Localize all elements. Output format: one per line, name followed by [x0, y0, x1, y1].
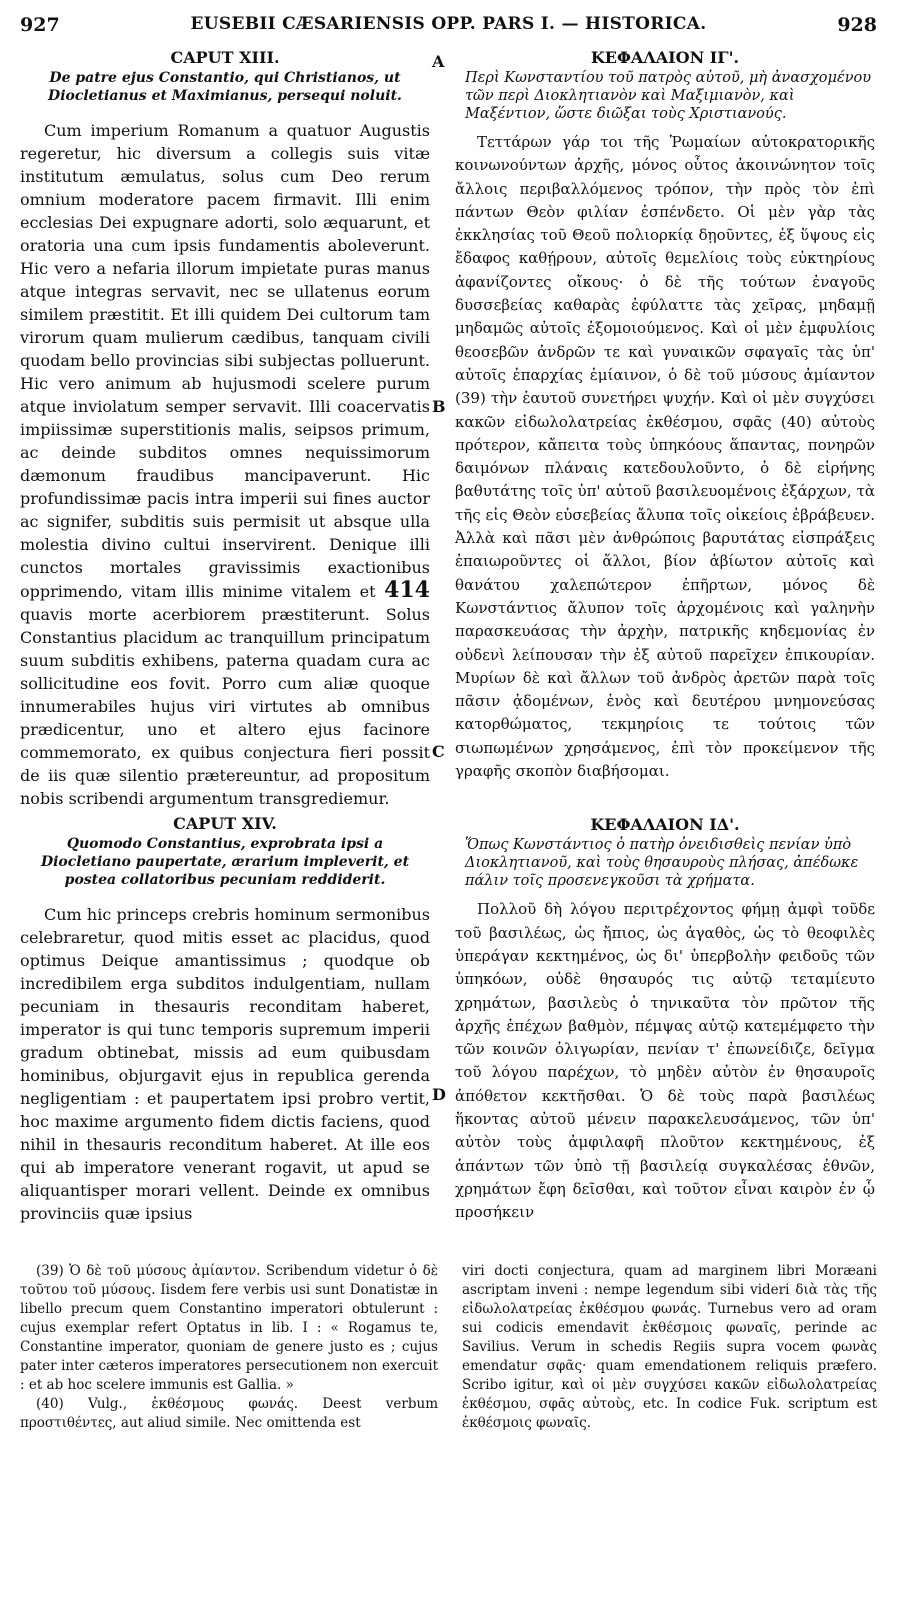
- chapter-body: [20, 119, 430, 810]
- chapter-heading: ΚΕΦΑΛΑΙΟΝ ΙΔ'.: [590, 815, 740, 835]
- page-number-right: 928: [837, 14, 877, 36]
- running-header: [20, 14, 877, 44]
- running-title: EUSEBII CÆSARIENSIS OPP. PARS I. — HISTORICA.: [190, 14, 707, 34]
- footnote: viri docti conjectura, quam ad marginem libri Moræani ascriptam inveni : nempe legendum sibi videri διὰ τὰς τῆς εἰδωλολατρείας ἐκθέσμου φωνάς. Turnebus vero ad oram sui codicis emendavit ἐκθέσμοις φωναῖς, perinde ac Savilius. Verum in schedis Regiis supra vocem φωνὰς emendatur σφᾶς· quam emendationem reliquis præfero. Scribo igitur, καὶ οἱ μὲν συγχύσει κακῶν εἰδωλολατρείας ἐκθέσμου, σφᾶς αὐτοὺς, etc. In codice Fuk. scriptum est ἐκθέσμοις φωναῖς.: [462, 1263, 877, 1431]
- latin-column: [20, 48, 430, 1225]
- chapter-summary: De patre ejus Constantio, qui Christianos, ut Diocletianus et Maximianus, persequi noluit.: [48, 70, 402, 104]
- footnote: (39) Ὁ δὲ τοῦ μύσους ἀμίαντον. Scribendum videtur ὁ δὲ τοῦτου τοῦ μύσους. Iisdem fere verbis usi sunt Donatistæ in libello precum quem Constantino imperatori obtulerunt : cujus exemplar refert Optatus in lib. I : « Rogamus te, Constantine imperator, quoniam de genere justo es ; cujus pater inter cæteros imperatores persecutionem non exercuit : et ab hoc scelere immunis est Gallia. »: [20, 1263, 438, 1393]
- chapter-heading: CAPUT XIII.: [170, 48, 280, 67]
- margin-mark-c: C: [432, 742, 445, 761]
- column-number: 414: [384, 577, 430, 603]
- chapter-body: Cum hic princeps crebris hominum sermonibus celebraretur, quod mitis esset ac placidus, quod optimus Deique amantissimus ; quodque ob incredibilem erga subditos indulgentiam, nullam pecuniam in thesauris reconditam haberet, imperator is qui tunc temporis supremum imperii gradum obtinebat, missis ad eum quibusdam hominibus, objurgavit ejus in republica gerenda negligentiam : et paupertatem ipsi probro vertit, hoc maxime argumento fidem dictis faciens, quod nihil in thesauris reconditum haberet. At ille eos qui ab imperatore venerant rogavit, ut apud se aliquantisper morari vellent. Deinde ex omnibus provinciis quæ ipsius: [20, 905, 430, 1223]
- margin-mark-a: A: [432, 52, 445, 71]
- greek-column: [455, 48, 875, 1224]
- footnotes-right: [462, 1262, 877, 1433]
- chapter-body: Πολλοῦ δὴ λόγου περιτρέχοντος φήμῃ ἀμφὶ τοῦδε τοῦ βασιλέως, ὡς ἤπιος, ὡς ἀγαθὸς, ὡς τὸ θεοφιλὲς ὑπεράγαν κεκτημένος, ὡς δι' ὑπερβολὴν φειδοῦς τῶν ὑπηκόων, οὐδὲ θησαυρός τις αὐτῷ τεταμίευτο χρημάτων, βασιλεὺς ὁ τηνικαῦτα τὸν πρῶτον τῆς ἀρχῆς ἐπέχων βαθμὸν, πέμψας αὐτῷ κατεμέμφετο τὴν τῶν κοινῶν ὀλιγωρίαν, πενίαν τ' ἐπωνείδιζε, δεῖγμα τοῦ λόγου παρέχων, τὸ μηδὲν αὐτὸν ἐν θησαυροῖς ἀπόθετον κεκτῆσθαι. Ὁ δὲ τοὺς παρὰ βασιλέως ἥκοντας αὐτοῦ μένειν παρακελευσάμενος, τῶν ὑπ' αὐτὸν τοὺς ἀμφιλαφῆ πλοῦτον κεκτημένους, ἐξ ἁπάντων τῶν ὑπὸ τῇ βασιλείᾳ συγκαλέσας ἐθνῶν, χρημάτων ἔφη δεῖσθαι, καὶ τοῦτον εἶναι καιρὸν ἐν ᾧ προσήκειν: [455, 900, 875, 1222]
- chapter-heading: CAPUT XIV.: [173, 814, 277, 833]
- chapter-summary: Ὅπως Κωνστάντιος ὁ πατὴρ ὀνειδισθεὶς πενίαν ὑπὸ Διοκλητιανοῦ, καὶ τοὺς θησαυροὺς πλήσας, ἀπέδωκε πάλιν τοῖς προσενεγκοῦσι τὰ χρήματα.: [465, 837, 859, 890]
- body-text: quavis morte acerbiorem præstiterunt. Solus Constantius placidum ac tranquillum principatum suum subditis exhibens, paterna quadam cura ac sollicitudine eos fovit. Porro cum aliæ quoque innumerabiles hujus viri virtutes ab omnibus prædicentur, uno et altero ejus facinore commemorato, ex quibus conjectura fieri possit de iis quæ silentio prætereuntur, ad propositum nobis scribendi argumentum transgrediemur.: [20, 605, 430, 808]
- chapter-summary: Quomodo Constantius, exprobrata ipsi a Diocletiano paupertate, ærarium impleverit, et postea collatoribus pecuniam reddiderit.: [40, 836, 410, 888]
- chapter-heading: ΚΕΦΑΛΑΙΟΝ ΙΓ'.: [590, 48, 740, 67]
- margin-mark-d: D: [432, 1085, 446, 1104]
- page-number-left: 927: [20, 14, 60, 36]
- chapter-body: Τεττάρων γάρ τοι τῆς Ῥωμαίων αὐτοκρατορικῆς κοινωνούντων ἀρχῆς, μόνος οὗτος ἀκοινώνητον τοῖς ἄλλοις περιβαλλόμενος τρόπον, τὴν πρὸς τὸν ἐπὶ πάντων Θεὸν φιλίαν ἐσπένδετο. Οἱ μὲν γὰρ τὰς ἐκκλησίας τοῦ Θεοῦ πολιορκίᾳ δῃοῦντες, ἐξ ὕψους εἰς ἔδαφος καθῄρουν, αὐτοῖς θεμελίοις τοὺς εὐκτηρίους ἀφανίζοντες οἴκους· ὁ δὲ τῆς τούτων ἐναγοῦς δυσσεβείας καθαρὰς ἐφύλαττε τὰς χεῖρας, μηδαμῇ μηδαμῶς αὐτοῖς ἐξομοιούμενος. Καὶ οἱ μὲν ἐμφυλίοις θεοσεβῶν ἀνδρῶν τε καὶ γυναικῶν σφαγαῖς τὰς ὑπ' αὐτοῖς ἐπαρχίας ἐμίαινον, ὁ δὲ τοῦ μύσους ἀμίαντον (39) τὴν ἑαυτοῦ συνετήρει ψυχήν. Καὶ οἱ μὲν συγχύσει κακῶν εἰδωλολατρείας ἐκθέσμου, σφᾶς (40) αὐτοὺς πρότερον, κἄπειτα τοὺς ὑπηκόους ἅπαντας, πονηρῶν δαιμόνων πλάναις κατεδουλοῦντο, ὁ δὲ εἰρήνης βαθυτάτης τοῖς ὑπ' αὐτοῦ βασιλευομένοις ἐξάρχων, τὰ τῆς εἰς Θεὸν εὐσεβείας ἄλυπα τοῖς οἰκείοις ἐβράβευεν. Ἀλλὰ καὶ πᾶσι μὲν ἀνθρώποις βαρυτάτας εἰσπράξεις ἐπαιωροῦντες οἱ ἄλλοι, βίον ἀβίωτον αὐτοῖς καὶ θανάτου χαλεπώτερον ἐπῆρτων, μόνος δὲ Κωνστάντιος ἄλυπον τοῖς ἀρχομένοις καὶ γαληνὴν παρασκευάσας τὴν ἀρχὴν, πατρικῆς κηδεμονίας ἐν οὐδενὶ λείπουσαν τὴν ἐξ αὐτοῦ παρεῖχεν ἐπικουρίαν. Μυρίων δὲ καὶ ἄλλων τοῦ ἀνδρὸς ἀρετῶν παρὰ τοῖς πᾶσιν ᾀδομένων, ἑνὸς καὶ δευτέρου μνημονεύσας κατορθώματος, τεκμηρίοις τε τούτοις τῶν σιωπωμένων χρησάμενος, ἐπὶ τὸν προκείμενον τῆς γραφῆς σκοπὸν διαβήσομαι.: [455, 133, 875, 781]
- chapter-summary: Περὶ Κωνσταντίου τοῦ πατρὸς αὐτοῦ, μὴ ἀνασχομένου τῶν περὶ Διοκλητιανὸν καὶ Μαξιμιανὸν, καὶ Μαξέντιον, ὥστε διῶξαι τοὺς Χριστιανούς.: [465, 70, 872, 122]
- footnote: (40) Vulg., ἐκθέσμους φωνάς. Deest verbum προστιθέντες, aut aliud simile. Nec omittenda est: [20, 1396, 438, 1431]
- margin-mark-b: B: [432, 397, 446, 416]
- body-text: Cum imperium Romanum a quatuor Augustis regeretur, hic diversum a collegis suis vitæ institutum æmulatus, solus cum Deo rerum omnium moderatore pacem firmavit. Illi enim ecclesias Dei expugnare adorti, solo æquarunt, et oratoria una cum ipsis fundamentis aboleverunt. Hic vero a nefaria illorum impietate puras manus atque integras servavit, nec se ullatenus eorum similem præstitit. Et illi quidem Dei cultorum tam virorum quam mulierum cædibus, tanquam civili quodam bello provincias sibi subjectas polluerunt. Hic vero animum ab hujusmodi scelere purum atque inviolatum semper servavit. Illi coacervatis impiissimæ superstitionis malis, seipsos primum, ac deinde subditos omnes nequissimorum dæmonum fraudibus mancipaverunt. Hic profundissimæ pacis intra imperii sui fines auctor ac signifer, subditis suis permisit ut absque ulla molestia divino cultui inservirent. Denique illi cunctos mortales gravissimis exactionibus opprimendo, vitam illis minime vitalem et: [20, 121, 430, 601]
- footnotes-left: [20, 1262, 438, 1433]
